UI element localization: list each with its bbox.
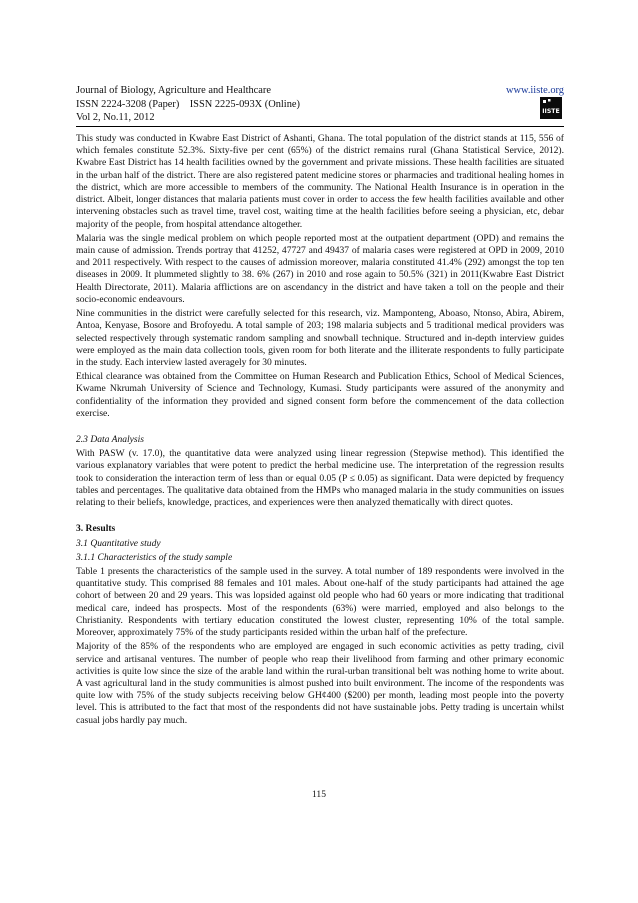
volume-line: Vol 2, No.11, 2012 xyxy=(76,112,155,124)
issn-line: ISSN 2224-3208 (Paper) ISSN 2225-093X (Online) xyxy=(76,98,300,110)
page-number: 115 xyxy=(312,789,326,800)
paragraph-sampling: Nine communities in the district were carefully selected for this research, viz. Mamponteng, Aboaso, Ntonso, Abira, Abirem, Antoa, Kenyase, Bosore and Brofoyedu. A total sample of 203; 198 malaria subjects and 5 traditional medical providers was selected respectively through systematic random sampling and snowball technique. Structured and in-depth interview guides were employed as the main data collection tools, given room for both literate and the illiterate respondents to fully participate in the study. Each interview lasted averagely for 30 minutes. xyxy=(76,308,564,368)
header-rule xyxy=(76,126,564,127)
running-header xyxy=(76,84,564,125)
heading-data-analysis: 2.3 Data Analysis xyxy=(76,434,144,446)
paragraph-data-analysis: With PASW (v. 17.0), the quantitative data were analyzed using linear regression (Stepwise method). This identified the various explanatory variables that were potent to predict the herbal medicine use. The interpretation of the regression results took to consideration the interaction term of less than or equal 0.05 (P ≤ 0.05) as significant. Data were depicted by frequency tables and percentages. The qualitative data obtained from the HMPs who managed malaria in the study communities on issues relating to their beliefs, knowledge, practices, and experiences were then analyzed thematically with direct quotes. xyxy=(76,448,564,509)
paragraph-economic-activities: Majority of the 85% of the respondents who are employed are engaged in such economic activities as petty trading, civil service and artisanal ventures. The number of people who reap their livelihood from farming and other primary economic activities is quite low since the size of the arable land within the rural-urban transitional belt was nothing home to write about. A vast agricultural land in the study communities is almost pushed into built environment. The income of the respondents was quite low with 75% of the study subjects receiving below GH¢400 ($200) per month, leading most people into the poverty level. This is attributed to the fact that most of the respondents did not have sustainable jobs. Petty trading is uncertain whilst casual jobs hardly pay much. xyxy=(76,641,564,726)
iiste-logo xyxy=(540,97,562,119)
paragraph-sample-characteristics: Table 1 presents the characteristics of the sample used in the survey. A total number of 189 respondents were involved in the quantitative study. This comprised 88 females and 101 males. About one-half of the study participants had attained the age cohort of between 20 and 29 years. This was lopsided against old people who had 60 years or more indicating that traditional medical care, indeed has prospects. Most of the respondents (63%) were married, employed and also belongs to the Christianity. Respondents with tertiary education constituted the lowest cluster, representing 10% of the total sample. Moreover, approximately 75% of the study participants resided within the urban half of the prefecture. xyxy=(76,566,564,639)
journal-url-link[interactable]: www.iiste.org xyxy=(505,85,564,96)
paragraph-malaria-trends: Malaria was the single medical problem on which people reported most at the outpatient department (OPD) and remains the main cause of admission. Trends portray that 41252, 47727 and 49437 of malaria cases were registered at OPD in 2009, 2010 and 2011 respectively. With respect to the causes of admission moreover, malaria constituted 41.4% (292) amongst the top ten diseases in 2009. It plummeted slightly to 38. 6% (267) in 2010 and rose again to 50.5% (321) in 2011(Kwabre East District Health Directorate, 2011). Malaria afflictions are on ascendancy in the district and have taken a toll on the people and their socio-economic endeavours. xyxy=(76,232,564,305)
heading-sample-characteristics: 3.1.1 Characteristics of the study sample xyxy=(76,551,233,563)
journal-title: Journal of Biology, Agriculture and Healthcare xyxy=(76,85,271,96)
heading-quantitative-study: 3.1 Quantitative study xyxy=(76,537,161,549)
heading-results: 3. Results xyxy=(76,523,116,535)
paragraph-ethics: Ethical clearance was obtained from the Committee on Human Research and Publication Ethics, School of Medical Sciences, Kwame Nkrumah University of Science and Technology, Kumasi. Study participants were assured of the anonymity and confidentiality of the information they provided and signed consent form before the commencement of the data collection exercise. xyxy=(76,371,564,419)
iiste-logo-text: IISTE xyxy=(542,108,560,115)
paragraph-study-area: This study was conducted in Kwabre East District of Ashanti, Ghana. The total population of the district stands at 115, 556 of which females constitute 52.3%. Sixty-five per cent (65%) of the district remains rural (Ghana Statistical Service, 2012). Kwabre East District has 14 health facilities owned by the government and private missions. These health facilities are situated in the urban half of the district. There are also registered patent medicine stores or pharmacies and traditional healing homes in the district, which are more accessible to members of the community. The National Health Insurance is in operation in the district. Albeit, longer distances that malaria patients must cover in order to access the few health facilities available and other intervening obstacles such as travel time, travel cost, waiting time at the health facilities before seeing a physician, etc, debar majority of the people, from hospital attendance altogether. xyxy=(76,133,564,230)
article-body xyxy=(76,133,564,727)
